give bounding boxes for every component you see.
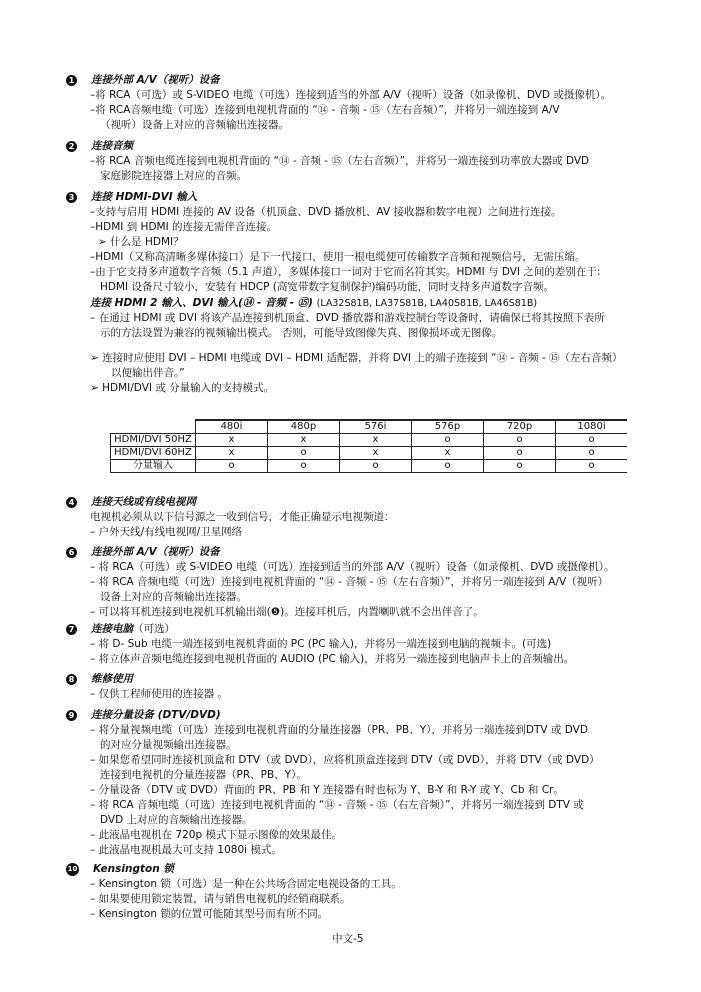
section-7-line-2: – 将立体声音频电缆连接到电视机背面的 AUDIO (PC 输入)，并将另一端连接到电脑声卡上的音频输出。 — [90, 653, 575, 665]
section-1-heading — [66, 73, 666, 88]
table-header-cell: 480p — [268, 420, 340, 434]
table-row — [111, 447, 628, 460]
section-9-line-8: – 此液晶电视机在 720p 模式下显示图像的效果最佳。 — [90, 829, 342, 841]
section-2-number: 2 — [66, 141, 77, 152]
section-2-line-2: 家庭影院连接器上对应的音频。 — [100, 170, 247, 182]
section-2-heading — [66, 139, 666, 154]
section-3-line-1: –支持与启用 HDMI 连接的 AV 设备（机顶盒、DVD 播放机、AV 接收器和数字电视）之间进行连接。 — [90, 206, 562, 218]
section-9-line-7: DVD 上对应的音频输出连接器。 — [100, 814, 253, 826]
section-4-line-2: – 户外天线/有线电视网/卫星网络 — [90, 526, 243, 538]
section-2-title: 连接音频 — [91, 140, 133, 152]
section-10-line-1: – Kensington 锁（可选）是一种在公共场合固定电视设备的工具。 — [90, 878, 402, 890]
section-3-sub-line-1: – 在通过 HDMI 或 DVI 将该产品连接到机顶盒、DVD 播放器和游戏控制台等设备时，请确保已将其按照下表所 — [90, 312, 605, 324]
section-8 — [66, 672, 666, 702]
support-mode-table — [110, 419, 627, 473]
section-3-line-4: –HDMI（又称高清晰多媒体接口）是下一代接口，使用一根电缆便可传输数字音频和视频信号，无需压缩。 — [90, 251, 586, 263]
page-number: 中文-5 — [332, 933, 364, 945]
table-cell: o — [196, 460, 268, 473]
table-cell: x — [196, 434, 268, 447]
table-cell: o — [484, 447, 556, 460]
section-7 — [66, 622, 666, 667]
section-7-title: 连接电脑 — [91, 623, 133, 635]
table-cell: x — [268, 434, 340, 447]
table-cell: x — [196, 447, 268, 460]
section-7-heading — [66, 622, 666, 637]
section-6-line-1: – 将 RCA（可选）或 S-VIDEO 电缆（可选）连接到适当的外部 A/V（视听）设备（如录像机、DVD 或摄像机）。 — [90, 561, 615, 573]
section-4-number: 4 — [66, 497, 77, 508]
section-4-heading — [66, 495, 666, 510]
section-6-line-2: – 将 RCA 音频电缆（可选）连接到电视机背面的 “⑭ - 音频 - ⑮（左右音频）”，并将另一端连接到 A/V（视听） — [90, 576, 609, 588]
table-cell: o — [556, 434, 628, 447]
section-9-line-9: – 此液晶电视机最大可支持 1080i 模式。 — [90, 844, 282, 856]
section-10 — [66, 862, 666, 922]
section-4 — [66, 495, 666, 540]
section-3-title: 连接 HDMI-DVI 输入 — [91, 191, 198, 203]
section-9-number: 9 — [66, 710, 77, 721]
section-3-number: 3 — [66, 192, 77, 203]
table-cell: x — [340, 447, 412, 460]
section-10-line-2: – 如果要使用锁定装置，请与销售电视机的经销商联系。 — [90, 893, 351, 905]
section-3-sub-line-2: 示的方法设置为兼容的视频输出模式。 否则，可能导致图像失真、图像损坏或无图像。 — [100, 327, 503, 339]
section-7-number: 7 — [66, 624, 77, 635]
section-9-line-1: – 将分量视频电缆（可选）连接到电视机背面的分量连接器（PR、PB、Y），并将另一端连接到DTV 或 DVD — [90, 724, 588, 736]
section-4-line-1: 电视机必须从以下信号源之一收到信号，才能正确显示电视频道： — [90, 511, 395, 523]
section-10-number: 10 — [66, 863, 79, 876]
table-header-cell: 576p — [412, 420, 484, 434]
table-cell: o — [268, 460, 340, 473]
table-cell: o — [556, 460, 628, 473]
section-1 — [66, 73, 666, 133]
section-6-heading — [66, 545, 666, 560]
section-9-line-5: – 分量设备（DTV 或 DVD）背面的 PR、PB 和 Y 连接器有时也标为 Y、B-Y 和 R-Y 或 Y、Cb 和 Cr。 — [90, 784, 564, 796]
section-1-line-2: –将 RCA音频电缆（可选）连接到电视机背面的 “⑭ - 音频 - ⑮（左右音频）”，并将另一端连接到 A/V — [90, 104, 560, 116]
table-row — [111, 460, 628, 473]
section-3-sub-heading — [66, 296, 666, 311]
section-10-heading — [66, 862, 666, 877]
table-cell: o — [412, 460, 484, 473]
table-row-label: HDMI/DVI 50HZ — [111, 434, 196, 447]
section-6-number: 6 — [66, 547, 77, 558]
section-10-title: Kensington 锁 — [93, 863, 174, 875]
section-9-heading — [66, 708, 666, 723]
table-row-label: HDMI/DVI 60HZ — [111, 447, 196, 460]
table-row — [111, 434, 628, 447]
section-1-line-3: （视听）设备上对应的音频输出连接器。 — [100, 119, 289, 131]
section-3-line-3: ➢ 什么是 HDMI？ — [98, 236, 184, 248]
section-3-line-6: HDMI 设备尺寸较小，安装有 HDCP (高宽带数字复制保护)编码功能，同时支持多声道数字音频。 — [100, 281, 554, 293]
section-6 — [66, 545, 666, 620]
table-cell: o — [484, 460, 556, 473]
section-6-line-3: 设备上对应的音频输出连接器。 — [100, 591, 247, 603]
section-2-line-1: –将 RCA 音频电缆连接到电视机背面的 “⑭ - 音频 - ⑮（左右音频）”，并将另一端连接到功率放大器或 DVD — [90, 155, 590, 167]
table-cell: o — [340, 460, 412, 473]
section-10-line-3: – Kensington 锁的位置可能随其型号而有所不同。 — [90, 908, 329, 920]
table-cell: x — [412, 447, 484, 460]
section-2 — [66, 139, 666, 184]
section-3-heading — [66, 190, 666, 205]
section-9-line-6: – 将 RCA 音频电缆（可选）连接到电视机背面的 “⑭ - 音频 - ⑮（右左音频）”，并将另一端连接到 DTV 或 — [90, 799, 584, 811]
table-corner — [111, 420, 196, 434]
section-4-title: 连接天线或有线电视网 — [91, 496, 196, 508]
table-header-cell: 1080i — [556, 420, 628, 434]
section-9-title: 连接分量设备 (DTV/DVD) — [91, 709, 221, 721]
section-6-title: 连接外部 A/V（视听）设备 — [91, 546, 220, 558]
table-header-cell: 720p — [484, 420, 556, 434]
section-3-line-5: –由于它支持多声道数字音频（5.1 声道），多媒体接口一词对于它而名符其实。HDMI 与 DVI 之间的差别在于: — [90, 266, 601, 278]
section-9-line-3: – 如果您希望同时连接机顶盒和 DTV（或 DVD），应将机顶盒连接到 DTV（或 DVD），并将 DTV（或 DVD） — [90, 754, 600, 766]
section-3-note-2: 以便输出伴音。” — [111, 367, 185, 379]
table-header-cell: 576i — [340, 420, 412, 434]
section-3-note-3: ➢ HDMI/DVI 或 分量输入的支持模式。 — [90, 382, 275, 394]
section-9-line-2: 的对应分量视频输出连接器。 — [100, 739, 237, 751]
section-8-line-1: – 仅供工程师使用的连接器 。 — [90, 688, 228, 700]
table-header-cell: 480i — [196, 420, 268, 434]
section-8-heading — [66, 672, 666, 687]
section-1-title: 连接外部 A/V（视听）设备 — [91, 74, 220, 86]
table-cell: o — [268, 447, 340, 460]
table-header-row — [111, 420, 628, 434]
section-7-title-optional: （可选） — [133, 623, 175, 635]
section-3-sub-title: 连接 HDMI 2 输入、DVI 输入(⑭ - 音频 - ⑮) — [90, 297, 313, 309]
table-row-label: 分量输入 — [111, 460, 196, 473]
section-9-line-4: 连接到电视机的分量连接器（PR、PB、Y）。 — [100, 769, 307, 781]
table-cell: o — [484, 434, 556, 447]
table-cell: o — [412, 434, 484, 447]
section-3-note-1: ➢ 连接时应使用 DVI – HDMI 电缆或 DVI – HDMI 适配器，并将 DVI 上的端子连接到 “⑭ - 音频 - ⑮（左右音频） — [90, 352, 623, 364]
section-3 — [66, 190, 666, 396]
section-3-line-2: –HDMI 到 HDMI 的连接无需伴音连接。 — [90, 221, 278, 233]
section-1-number: 1 — [66, 75, 77, 86]
section-7-line-1: – 将 D- Sub 电缆一端连接到电视机背面的 PC (PC 输入)，并将另一端连接到电脑的视频卡。(可选) — [90, 638, 552, 650]
table-cell: x — [340, 434, 412, 447]
section-9 — [66, 708, 666, 858]
section-6-line-4: – 可以将耳机连接到电视机耳机输出端(❺)。连接耳机后，内置喇叭就不会出伴音了。 — [90, 606, 484, 618]
table-cell: o — [556, 447, 628, 460]
section-1-line-1: –将 RCA（可选）或 S-VIDEO 电缆（可选）连接到适当的外部 A/V（视听）设备（如录像机、DVD 或摄像机）。 — [90, 89, 612, 101]
section-8-title: 维修使用 — [91, 673, 133, 685]
section-8-number: 8 — [66, 674, 77, 685]
section-3-sub-models: (LA32S81B, LA37S81B, LA40S81B, LA46S81B) — [316, 298, 538, 309]
